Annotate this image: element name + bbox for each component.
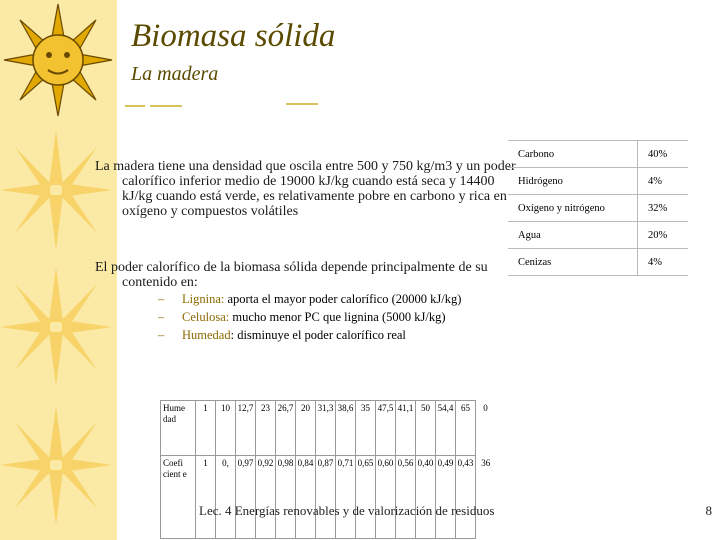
table-cell: 0,65 — [356, 456, 376, 539]
bullet-dash: – — [158, 328, 165, 342]
table-cell: 0,71 — [336, 456, 356, 539]
sun-burst-icon — [0, 400, 112, 530]
bullet-term: Lignina: — [182, 292, 225, 306]
table-cell: 0 — [483, 402, 488, 413]
table-cell: 0,56 — [396, 456, 416, 539]
bullet-list — [158, 292, 478, 346]
table-row — [508, 222, 688, 249]
table-cell: 31,3 — [316, 401, 336, 456]
slide-subtitle: La madera — [131, 63, 219, 85]
table-cell: 1 — [196, 456, 216, 539]
table-cell: 20 — [296, 401, 316, 456]
bullet-dash: – — [158, 310, 165, 324]
table-cell: 47,5 — [376, 401, 396, 456]
list-item — [158, 328, 478, 342]
list-item — [158, 292, 478, 306]
sun-face-icon — [2, 2, 114, 118]
table-cell: 12,7 — [236, 401, 256, 456]
table-cell: 40% — [638, 141, 689, 168]
table-cell: 32% — [638, 195, 689, 222]
table-row — [508, 141, 688, 168]
table-cell: 50 — [416, 401, 436, 456]
table-cell: Oxígeno y nitrógeno — [508, 195, 638, 222]
density-paragraph: La madera tiene una densidad que oscila entre 500 y 750 kg/m3 y un poder calorífico inferior medio de 19000 kJ/kg cuando está seca y 14400 kJ/kg cuando está verde, es relativamente pobre en carbono y rica en oxígeno y compuestos volátiles — [95, 159, 516, 219]
title-rule — [125, 105, 145, 107]
table-cell: 1 — [196, 401, 216, 456]
table-cell: 4% — [638, 249, 689, 276]
table-row — [161, 401, 496, 456]
table-header-cell: Hume dad — [161, 401, 196, 456]
table-cell: Agua — [508, 222, 638, 249]
table-cell: 20% — [638, 222, 689, 249]
table-cell: 0,84 — [296, 456, 316, 539]
table-row — [508, 249, 688, 276]
bullet-text: aporta el mayor poder calorífico (20000 kJ/kg) — [224, 292, 462, 306]
table-cell: 36 — [481, 457, 491, 468]
table-cell: 0,49 — [436, 456, 456, 539]
table-row — [161, 456, 496, 539]
table-cell: 0,97 — [236, 456, 256, 539]
table-cell: 0,92 — [256, 456, 276, 539]
table-cell: 0,43 — [456, 456, 476, 539]
table-row — [508, 168, 688, 195]
table-cell: 0, — [216, 456, 236, 539]
calorific-paragraph: El poder calorífico de la biomasa sólida depende principalmente de su contenido en: — [95, 260, 488, 290]
table-cell: 41,1 — [396, 401, 416, 456]
table-cell: 26,7 — [276, 401, 296, 456]
table-cell: 0,40 — [416, 456, 436, 539]
slide-title: Biomasa sólida — [131, 18, 336, 54]
table-cell: 38,6 — [336, 401, 356, 456]
table-header-cell: Coefi cient e — [161, 456, 196, 539]
table-row — [508, 195, 688, 222]
table-cell: Hidrógeno — [508, 168, 638, 195]
footer-text: Lec. 4 Energías renovables y de valorización de residuos — [199, 503, 495, 518]
table-cell: 65 — [456, 401, 476, 456]
table-cell: 10 — [216, 401, 236, 456]
table-cell: 0,87 — [316, 456, 336, 539]
bullet-term: Humedad — [182, 328, 231, 342]
table-cell: 4% — [638, 168, 689, 195]
table-cell: Carbono — [508, 141, 638, 168]
bullet-dash: – — [158, 292, 165, 306]
table-cell: 54,4 — [436, 401, 456, 456]
title-rule — [150, 105, 182, 107]
table-cell: 35 — [356, 401, 376, 456]
bullet-text: : disminuye el poder calorífico real — [230, 328, 406, 342]
list-item — [158, 310, 478, 324]
table-cell: 23 — [256, 401, 276, 456]
bullet-term: Celulosa: — [182, 310, 230, 324]
title-rule — [286, 103, 318, 105]
composition-table — [508, 140, 688, 276]
table-cell: 0,60 — [376, 456, 396, 539]
table-cell: 0,98 — [276, 456, 296, 539]
table-cell: Cenizas — [508, 249, 638, 276]
page-number: 8 — [705, 503, 712, 518]
bullet-text: mucho menor PC que lignina (5000 kJ/kg) — [229, 310, 446, 324]
